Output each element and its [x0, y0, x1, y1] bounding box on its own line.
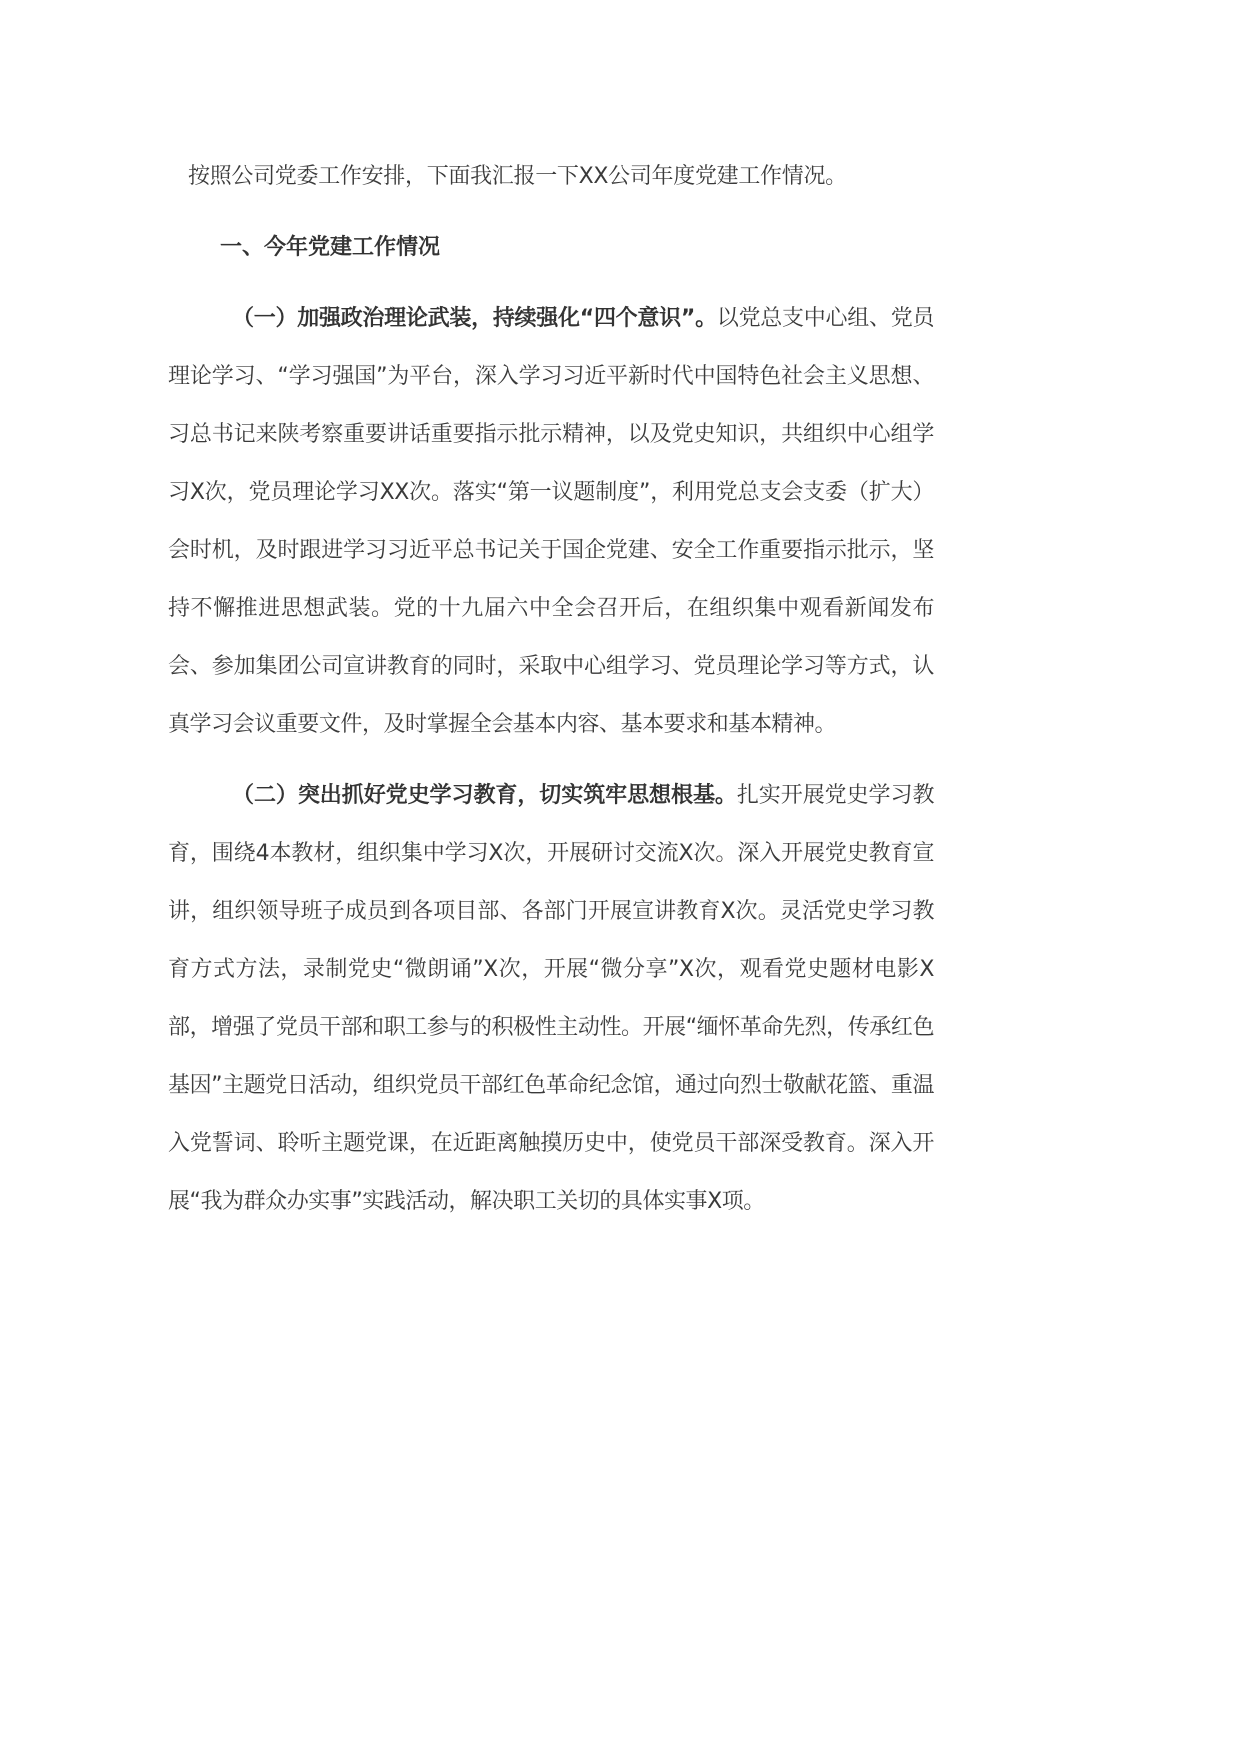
- document-page: [168, 148, 934, 1244]
- intro-paragraph: 按照公司党委工作安排，下面我汇报一下XX公司年度党建工作情况。: [188, 164, 847, 189]
- paragraph-political-theory: [168, 290, 934, 754]
- paragraph-body: 扎实开展党史学习教育，围绕4本教材，组织集中学习X次，开展研讨交流X次。深入开展党史教育宣讲，组织领导班子成员到各项目部、各部门开展宣讲教育X次。灵活党史学习教育方式方法，录制党史“微朗诵”X次，开展“微分享”X次，观看党史题材电影X部，增强了党员干部和职工参与的积极性主动性。开展“缅怀革命先烈，传承红色基因”主题党日活动，组织党员干部红色革命纪念馆，通过向烈士敬献花篮、重温入党誓词、聆听主题党课，在近距离触摸历史中，使党员干部深受教育。深入开展“我为群众办实事”实践活动，解决职工关切的具体实事X项。: [168, 783, 935, 1214]
- paragraph-lead: （一）加强政治理论武装，持续强化“四个意识”。: [232, 306, 717, 331]
- paragraph-body: 以党总支中心组、党员理论学习、“学习强国”为平台，深入学习习近平新时代中国特色社会主义思想、习总书记来陕考察重要讲话重要指示批示精神，以及党史知识，共组织中心组学习X次，党员理论学习XX次。落实“第一议题制度”，利用党总支会支委（扩大）会时机，及时跟进学习习近平总书记关于国企党建、安全工作重要指示批示，坚持不懈推进思想武装。党的十九届六中全会召开后，在组织集中观看新闻发布会、参加集团公司宣讲教育的同时，采取中心组学习、党员理论学习等方式，认真学习会议重要文件，及时掌握全会基本内容、基本要求和基本精神。: [168, 306, 934, 737]
- section-heading: 一、今年党建工作情况: [220, 235, 441, 260]
- paragraph-lead: （二）突出抓好党史学习教育，切实筑牢思想根基。: [232, 783, 737, 808]
- paragraph-party-history: [168, 767, 934, 1231]
